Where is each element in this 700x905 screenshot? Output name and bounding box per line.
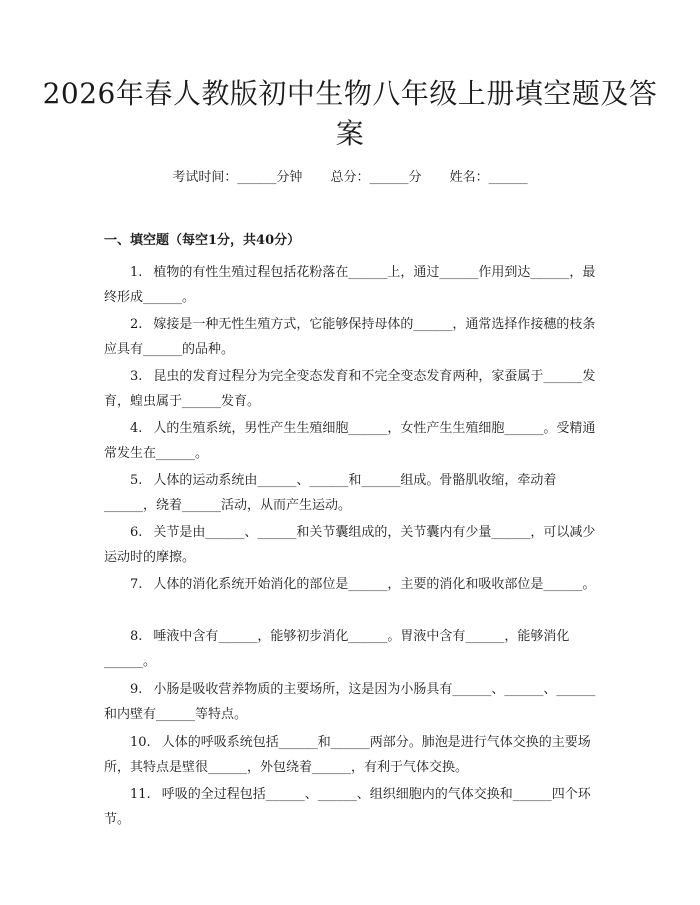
question-text: 唾液中含有______，能够初步消化______。胃液中含有______，能够消化______。 [104, 629, 570, 669]
question-text: 人体的运动系统由______、______和______组成。骨骼肌收缩，牵动着______，绕着______活动，从而产生运动。 [104, 473, 557, 513]
page-title: 2026年春人教版初中生物八年级上册填空题及答案 [42, 77, 658, 150]
question-item [104, 730, 600, 780]
question-text: 昆虫的发育过程分为完全变态发育和不完全变态发育两种，家蚕属于______发育，蝗虫属于______发育。 [104, 369, 596, 409]
question-number: 3. [130, 369, 143, 384]
question-text: 呼吸的全过程包括______、______、组织细胞内的气体交换和______四个环节。 [104, 787, 591, 827]
question-number: 1. [130, 265, 143, 280]
question-text: 小肠是吸收营养物质的主要场所，这是因为小肠具有______、______、______和内壁有______等特点。 [104, 682, 596, 722]
question-number: 11. [130, 787, 151, 802]
question-text: 植物的有性生殖过程包括花粉落在______上，通过______作用到达______，最终形成______。 [104, 265, 596, 305]
question-text: 人体的消化系统开始消化的部位是______，主要的消化和吸收部位是______。 [153, 577, 596, 592]
question-number: 4. [130, 421, 143, 436]
question-text: 人的生殖系统，男性产生生殖细胞______，女性产生生殖细胞______。受精通常发生在______。 [104, 421, 596, 461]
question-text: 人体的呼吸系统包括______和______两部分。肺泡是进行气体交换的主要场所，其特点是壁很______，外包绕着______，有利于气体交换。 [104, 735, 591, 775]
question-item [104, 624, 600, 674]
question-number: 8. [130, 629, 143, 644]
question-item [104, 520, 600, 570]
question-number: 6. [130, 525, 143, 540]
question-number: 9. [130, 682, 143, 697]
question-number: 10. [130, 735, 151, 750]
question-item [104, 260, 600, 310]
question-number: 5. [130, 473, 143, 488]
question-number: 2. [130, 317, 143, 332]
section-heading: 一、填空题（每空1分，共40分） [104, 233, 301, 248]
question-item [104, 572, 600, 597]
question-text: 嫁接是一种无性生殖方式，它能够保持母体的______，通常选择作接穗的枝条应具有______的品种。 [104, 317, 596, 357]
question-number: 7. [130, 577, 143, 592]
question-item [104, 677, 600, 727]
exam-meta [0, 168, 700, 188]
question-item [104, 364, 600, 414]
question-item [104, 416, 600, 466]
exam-time: 考试时间：______分钟 [172, 170, 303, 185]
question-item [104, 468, 600, 518]
question-item [104, 782, 600, 832]
question-text: 关节是由______、______和关节囊组成的，关节囊内有少量______，可以减少运动时的摩擦。 [104, 525, 596, 565]
total-score: 总分：______分 [330, 170, 422, 185]
student-name: 姓名：______ [449, 170, 528, 185]
question-item [104, 312, 600, 362]
